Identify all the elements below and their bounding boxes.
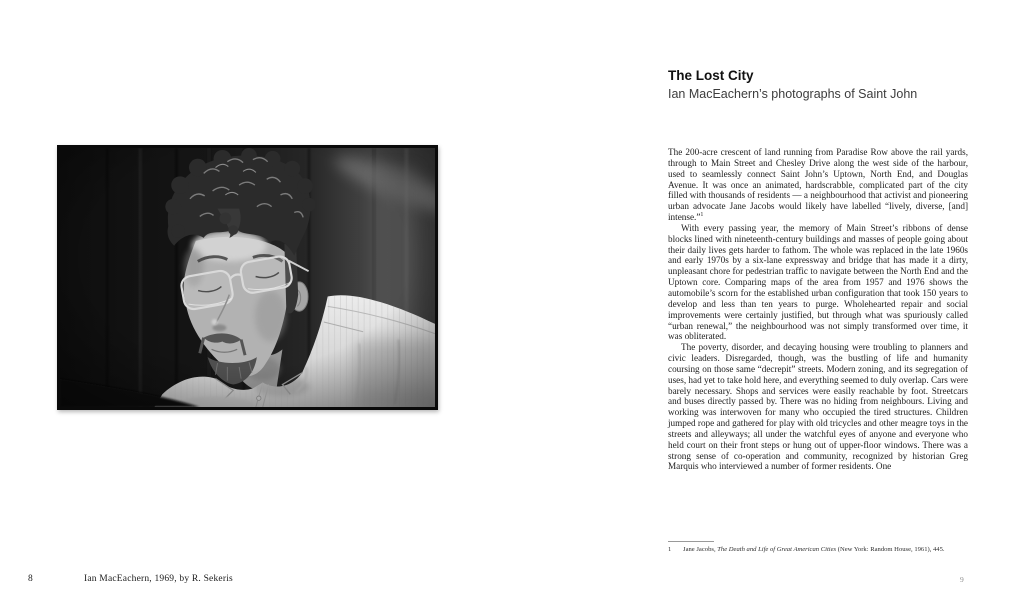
paragraph-2: With every passing year, the memory of Main Street’s ribbons of dense blocks lined with nineteenth-century buildings and masses of people going about their daily lives gets harder to fathom. The whole was replaced in the late 1960s and early 1970s by a six-lane expressway and bridge that has made it a dirty, unpleasant chore for pedestrian traffic to navigate between the North End and the Uptown core. Comparing maps of the area from 1957 and 1976 shows the automobile’s scorn for the established urban configuration that took 150 years to develop and less than ten years to purge. Wholehearted repair and social improvements were certainly justified, but through what was spuriously called “urban renewal,” the neighbourhood was not simply transformed over time, it was obliterated. [668,222,968,342]
page-number-left: 8 [28,574,33,584]
footnote [668,546,968,554]
body-text [668,147,968,472]
article-title: The Lost City [668,68,754,83]
page-number-right: 9 [960,575,964,584]
footnote-text: Jane Jacobs, The Death and Life of Great American Cities (New York: Random House, 1961), 445. [683,546,945,553]
photo-caption: Ian MacEachern, 1969, by R. Sekeris [84,574,233,584]
footnote-book-title: The Death and Life of Great American Cities [717,546,837,553]
portrait-photo-illustration [60,148,435,407]
footnote-number: 1 [668,546,672,553]
title-block [668,67,978,102]
portrait-photo [57,145,438,410]
article-subtitle: Ian MacEachern’s photographs of Saint John [668,87,918,101]
footnote-ref-superscript: 1 [700,212,704,218]
footnote-rule [668,541,714,542]
paragraph-1 [668,147,968,223]
paragraph-3: The poverty, disorder, and decaying housing were troubling to planners and civic leaders. Disregarded, though, was the bustling of life and humanity coursing on those same “decrepit” streets. Modern zoning, and its segregation of uses, had yet to take hold here, and everything seemed to duly overlap. Cars were barely necessary. Shops and services were easily reachable by foot. Streetcars and buses directly passed by. There was no hiding from neighbours. Living and working was interwoven for many who occupied the tired structures. Children jumped rope and gathered for play with old tricycles and other meagre toys in the streets and alleyways; all under the watchful eyes of anyone and everyone who held court on their front steps or hung out of upper-floor windows. There was a strong sense of co-operation and community, recognized by historian Greg Marquis who interviewed a number of former residents. One [668,342,968,472]
paragraph-1-text: The 200-acre crescent of land running from Paradise Row above the rail yards, through to Main Street and Chesley Drive along the west side of the harbour, used to seamlessly connect Saint John’s Uptown, North End, and Douglas Avenue. It was once an animated, hardscrabble, complicated part of the city filled with thousands of residents — a neighbourhood that activist and pioneering urban advocate Jane Jacobs would likely have labelled “lively, diverse, [and] intense.” [668,147,968,223]
